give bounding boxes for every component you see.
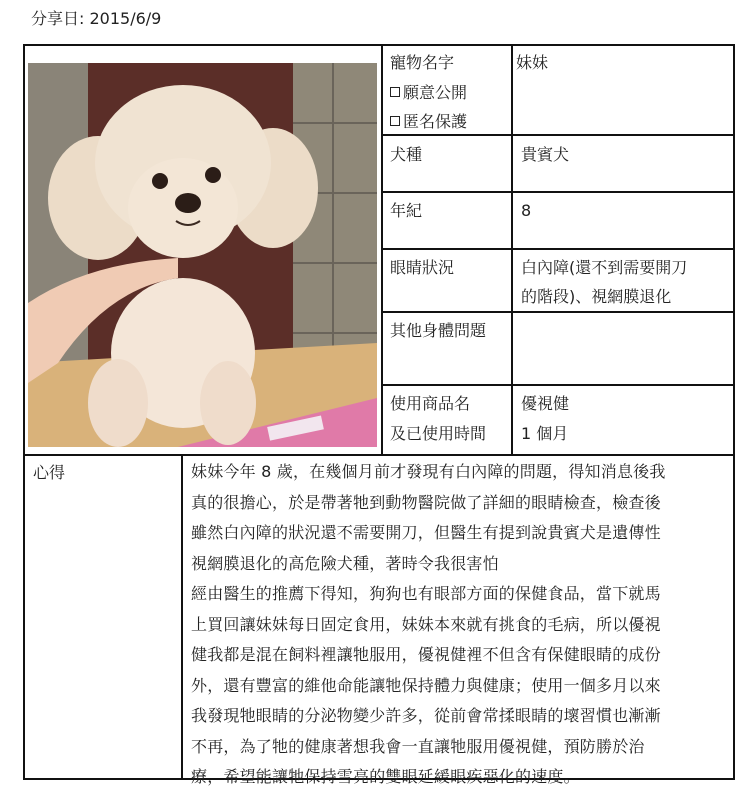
- product-label-line1: 使用商品名: [390, 394, 471, 413]
- review-line: 不再，為了牠的健康著想我會一直讓牠服用優視健，預防勝於治: [191, 736, 645, 756]
- review-line: 上買回讓妹妹每日固定食用，妹妹本來就有挑食的毛病，所以優視: [191, 614, 661, 634]
- divider: [23, 454, 735, 456]
- checkbox-icon[interactable]: [390, 116, 400, 126]
- age-label: 年紀: [390, 201, 423, 220]
- breed-value: 貴賓犬: [521, 145, 570, 164]
- public-option-label: 願意公開: [403, 83, 468, 102]
- review-text: [191, 457, 729, 793]
- pet-photo: [28, 63, 377, 447]
- public-checkbox[interactable]: [390, 78, 467, 108]
- pet-name-label: 寵物名字: [390, 53, 455, 72]
- divider: [381, 384, 735, 386]
- review-line: 經由醫生的推薦下得知，狗狗也有眼部方面的保健食品，當下就馬: [191, 584, 661, 603]
- breed-label: 犬種: [390, 145, 423, 164]
- divider: [181, 454, 183, 780]
- review-line: 我發現牠眼睛的分泌物變少許多，從前會常揉眼睛的壞習慣也漸漸: [191, 706, 661, 725]
- review-line: 雖然白內障的狀況還不需要開刀，但醫生有提到說貴賓犬是遺傳性: [191, 523, 661, 542]
- review-line: 妹妹今年 8 歲，在幾個月前才發現有白內障的問題，得知消息後我: [191, 462, 666, 481]
- anonymous-option-label: 匿名保護: [403, 112, 468, 131]
- review-line: 真的很擔心，於是帶著牠到動物醫院做了詳細的眼睛檢查，檢查後: [191, 492, 661, 512]
- share-date: 分享日: 2015/6/9: [31, 9, 162, 28]
- divider: [381, 191, 735, 193]
- duration-value: 1 個月: [521, 424, 569, 443]
- review-line: 視網膜退化的高危險犬種，著時令我很害怕: [191, 553, 499, 573]
- product-label-line2: 及已使用時間: [390, 424, 487, 443]
- review-line: 外，還有豐富的維他命能讓牠保持體力與健康；使用一個多月以來: [191, 675, 661, 695]
- other-issues-label: 其他身體問題: [390, 321, 487, 340]
- pet-name-value: 妹妹: [516, 53, 549, 72]
- eye-condition-value-line1: 白內障(還不到需要開刀: [521, 258, 688, 277]
- age-value: 8: [521, 201, 532, 220]
- product-value: 優視健: [521, 394, 570, 413]
- poodle-illustration: [28, 63, 377, 447]
- eye-condition-label: 眼睛狀況: [390, 258, 455, 277]
- anonymous-checkbox[interactable]: [390, 107, 467, 137]
- review-label: 心得: [33, 463, 66, 482]
- divider: [381, 248, 735, 250]
- eye-condition-value-line2: 的階段)、視網膜退化: [521, 287, 672, 306]
- checkbox-icon[interactable]: [390, 87, 400, 97]
- review-line: 療，希望能讓牠保持雪亮的雙眼延緩眼疾惡化的速度。: [191, 767, 580, 786]
- review-line: 健我都是混在飼料裡讓牠服用，優視健裡不但含有保健眼睛的成份: [191, 645, 661, 664]
